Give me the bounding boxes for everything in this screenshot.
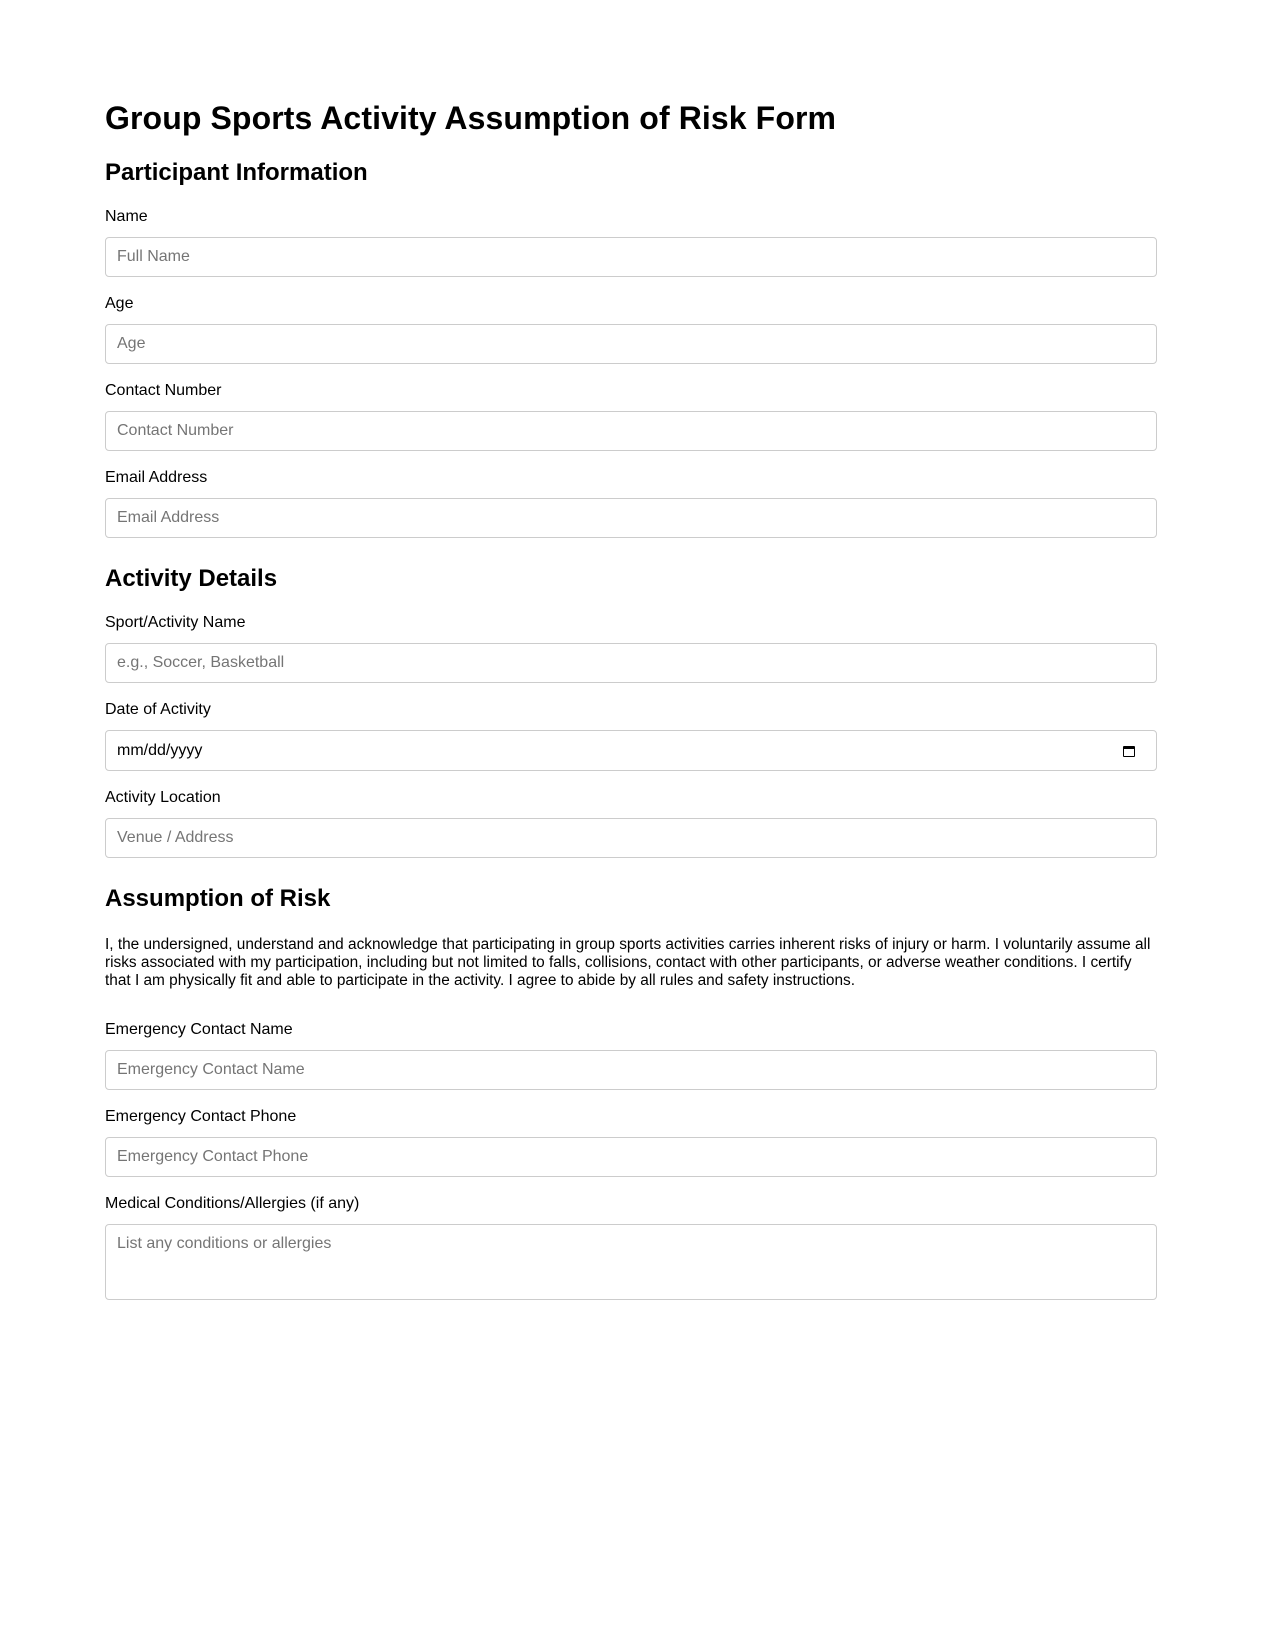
- location-label: Activity Location: [105, 789, 221, 806]
- section-heading-risk: Assumption of Risk: [105, 885, 331, 912]
- activity-section: [105, 564, 1157, 858]
- email-label: Email Address: [105, 469, 208, 486]
- location-field-group: [105, 788, 1157, 858]
- section-heading-participant: Participant Information: [105, 159, 368, 186]
- email-field-group: [105, 468, 1157, 538]
- date-label: Date of Activity: [105, 701, 211, 718]
- location-input[interactable]: [105, 818, 1157, 858]
- contact-number-label: Contact Number: [105, 382, 222, 399]
- name-input[interactable]: [105, 237, 1157, 277]
- emergency-name-label: Emergency Contact Name: [105, 1021, 293, 1038]
- name-field-group: [105, 207, 1157, 277]
- age-label: Age: [105, 295, 134, 312]
- age-input[interactable]: [105, 324, 1157, 364]
- emergency-phone-label: Emergency Contact Phone: [105, 1108, 297, 1125]
- emergency-phone-input[interactable]: [105, 1137, 1157, 1177]
- sport-field-group: [105, 613, 1157, 683]
- contact-field-group: [105, 381, 1157, 451]
- name-label: Name: [105, 208, 148, 225]
- page-title: Group Sports Activity Assumption of Risk Form: [105, 100, 837, 136]
- participant-section: [105, 158, 1157, 538]
- email-input[interactable]: [105, 498, 1157, 538]
- medical-field-group: [105, 1194, 1157, 1300]
- age-field-group: [105, 294, 1157, 364]
- contact-number-input[interactable]: [105, 411, 1157, 451]
- medical-textarea[interactable]: [105, 1224, 1157, 1300]
- emergency-name-field-group: [105, 1020, 1157, 1090]
- sport-input[interactable]: [105, 643, 1157, 683]
- date-field-group: [105, 700, 1157, 771]
- emergency-name-input[interactable]: [105, 1050, 1157, 1090]
- section-heading-activity: Activity Details: [105, 565, 278, 592]
- calendar-icon[interactable]: [1123, 744, 1137, 758]
- medical-label: Medical Conditions/Allergies (if any): [105, 1195, 360, 1212]
- risk-statement: I, the undersigned, understand and acknowledge that participating in group sports activities carries inherent risks of injury or harm. I voluntarily assume all risks associated with my participation, including but not limited to falls, collisions, contact with other participants, or adverse weather conditions. I certify that I am physically fit and able to participate in the activity. I agree to abide by all rules and safety instructions.: [105, 936, 1151, 989]
- date-input[interactable]: [105, 730, 1157, 771]
- date-value: mm/dd/yyyy: [117, 741, 203, 759]
- sport-label: Sport/Activity Name: [105, 614, 246, 631]
- emergency-phone-field-group: [105, 1107, 1157, 1177]
- risk-section: [105, 884, 1157, 1300]
